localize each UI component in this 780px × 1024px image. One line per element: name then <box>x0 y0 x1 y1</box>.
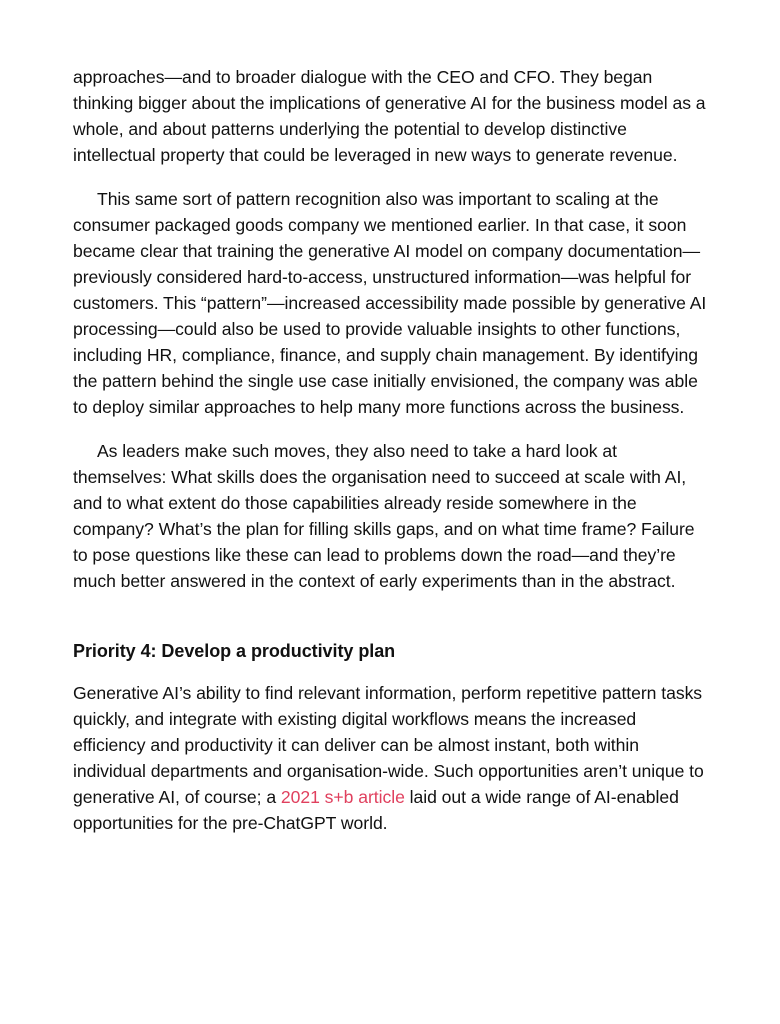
sb-article-link[interactable]: 2021 s+b article <box>280 787 405 807</box>
paragraph-pattern-recognition: This same sort of pattern recognition also was important to scaling at the consumer packaged goods company we mentioned earlier. In that case, it soon became clear that training the generative AI model on company documentation—previously considered hard-to-access, unstructured information—was helpful for customers. This “pattern”—increased accessibility made possible by generative AI processing—could also be used to provide valuable insights to other functions, including HR, compliance, finance, and supply chain management. By identifying the pattern behind the single use case initially envisioned, the company was able to deploy similar approaches to help many more functions across the business. <box>73 189 707 417</box>
paragraph-approaches: approaches—and to broader dialogue with the CEO and CFO. They began thinking bigger about the implications of generative AI for the business model as a whole, and about patterns underlying the potential to develop distinctive intellectual property that could be leveraged in new ways to generate revenue. <box>73 67 706 165</box>
article-body <box>73 64 713 836</box>
section-heading-priority-4: Priority 4: Develop a productivity plan <box>73 641 396 661</box>
paragraph-leaders-skills: As leaders make such moves, they also need to take a hard look at themselves: What skills does the organisation need to succeed at scale with AI, and to what extent do those capabilities already reside somewhere in the company? What’s the plan for filling skills gaps, and on what time frame? Failure to pose questions like these can lead to problems down the road—and they’re much better answered in the context of early experiments than in the abstract. <box>73 441 695 591</box>
paragraph-productivity <box>73 680 713 836</box>
productivity-text-before-link: Generative AI’s ability to find relevant information, perform repetitive pattern tasks quickly, and integrate with existing digital workflows means the increased efficiency and productivity it can deliver can be almost instant, both within individual departments and organisation-wide. Such opportunities aren’t unique to generative AI, of course; a <box>73 683 704 807</box>
productivity-text-after-link: laid out a wide range of AI-enabled opportunities for the pre-ChatGPT world. <box>73 787 679 833</box>
